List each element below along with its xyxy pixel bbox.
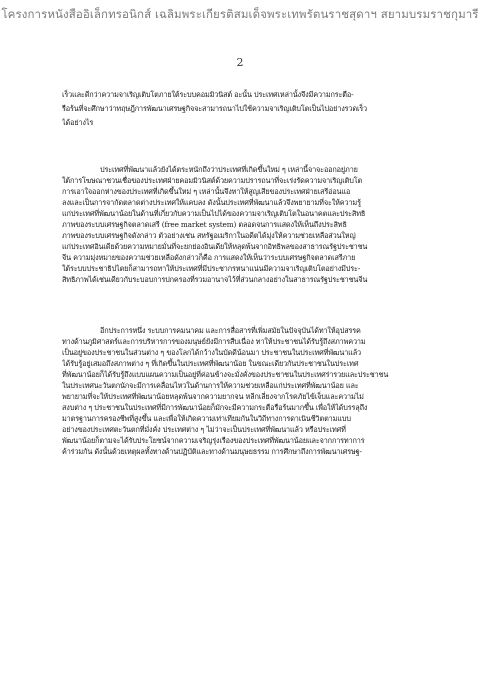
text-line: ประเทศที่พัฒนาแล้วยังได้ตระหนักถึงว่าประเทศที่เกิดขึ้นใหม่ ๆ เหล่านี้จาจะออกอยู่ภาย	[100, 165, 358, 174]
text-line: ใต้การโฆษณาชวนเชื่อของประเทศฝ่ายคอมมิวนิสต์ด้วยความปรารถนาที่จะเร่งรัดความจาเริญเติบโต	[62, 176, 363, 185]
text-line: แก่ประเทศที่พัฒนาน้อยในด้านที่เกี่ยวกับความเป็นไปได้ของความจาเริญเติบโตในอนาคตและประสิทธิ	[62, 209, 366, 218]
document-body	[62, 88, 422, 457]
text-line: เป็นอยู่ของประชาชนในส่วนต่าง ๆ ของโลกได้กว้างในบัดดีน้อนมา ประชาชนในประเทศที่พัฒนาแล้ว	[62, 348, 361, 357]
book-project-header: โครงการหนังสืออิเล็กทรอนิกส์ เฉลิมพระเกียรติสมเด็จพระเทพรัตนราชสุดาฯ สยามบรมราชกุมารี	[1, 7, 479, 21]
text-line: จีน ความมุ่งหมายของความช่วยเหลือดังกล่าวก็คือ การแสดงให้เห็นว่าระบบเศรษฐกิจตลาดเสรีภาย	[62, 253, 356, 262]
paragraph-1	[62, 88, 422, 130]
text-line: รือร้นที่จะศึกษาว่าทฤษฎีการพัฒนาเศรษฐกิจจะสามารถนาไปใช้ความจาเริญเติบโตเป็นไปอย่างรวดเร็ว	[62, 104, 368, 113]
text-line: สงบต่าง ๆ ประชาชนในประเทศที่มีการพัฒนาน้อยก็มักจะมีความกระตือรือร้นมากขึ้น เพื่อให้ได้บรรลุถึง	[62, 403, 368, 412]
paragraph-2	[62, 164, 422, 285]
text-line: ในประเทศนะวันตกนักจะมีการเคลื่อนไหวในด้านการให้ความช่วยเหลือแก่ประเทศที่พัฒนาน้อย และ	[62, 381, 359, 390]
text-line: แก่ประเทศอินเดียด้วยความหมายมั่นที่จะยกย่องอินเดียให้หลุดพ้นจากอิทธิพลของสาธารณรัฐประชาชน	[62, 242, 368, 251]
text-line: พยายามที่จะให้ประเทศที่พัฒนาน้อยหลุดพ้นจากความยากจน หลีกเลี่ยงจากโรคภัยไข้เจ็บและความไม่	[62, 392, 364, 401]
text-line: ได้รับรู้อยู่เสมอถึงสภาพต่าง ๆ ที่เกิดขึ้นในประเทศที่พัฒนาน้อย ในขณะเดียวกันประชาชนในประเทศ	[62, 359, 359, 368]
text-line: ได้อย่างไร	[62, 118, 94, 127]
text-line: ใต้ระบบประชาธิปไตยก็สามารถทาให้ประเทศที่มีประชากรหนาแน่นมีความจาเริญเติบโตอย่างมีประ-	[62, 264, 361, 273]
text-line: มาตรฐานการครองชีพที่สูงขึ้น และเพื่อให้เกิดความเท่าเทียมกันในวิถีทางการดาเนินชีวิตตามแบบ	[62, 414, 351, 423]
text-line: ค้าร่วมกัน ดังนั้นด้วยเหตุผลทั้งทางด้านปฏิบัติและทางด้านมนุษยธรรม การศึกษาถึงการพัฒนาเศรษฐ-	[62, 447, 362, 456]
text-line: ลงและเป็นการจากัดตลาดต่างประเทศให้แคบลง ดังนั้นประเทศที่พัฒนาแล้วจึงพยายามที่จะให้ความรู้	[62, 198, 361, 207]
text-line: อย่างของประเทศตะวันตกที่มั่งคั่ง ประเทศต่าง ๆ ไม่ว่าจะเป็นประเทศที่พัฒนาแล้ว หรือประเทศที่	[62, 425, 346, 434]
text-line: การเอาใจออกห่างของประเทศที่เกิดขึ้นใหม่ ๆ เหล่านั้นจึงทาให้สูญเสียของประเทศฝ่ายเสรีอ่อนแอ	[62, 187, 351, 196]
text-line: เร็วและดีกว่าความจาเริญเติบโตภายใต้ระบบคอมมิวนิสต์ อะนั้น ประเทศเหล่านั้งจึงมีความกระตือ-	[62, 90, 354, 99]
text-line: ภาพของระบบเศรษฐกิจตลาดเสรี (free market system) ตลอดจนการแสดงให้เห็นถึงประสิทธิ	[62, 220, 347, 229]
text-line: สิทธิภาพได้เช่นเดียวกับระบอบการปกครองที่รวมอานาจไว้ที่ส่วนกลางอย่างในสาธารณรัฐประชาชนจีน	[62, 275, 368, 284]
text-line: ที่พัฒนาน้อยก็ได้รับรู้ถึงแบบแผนความเป็นอยู่ที่ค่อนข้างจะมั่งคั่งของประชาชนในประเทศร่ารวยและประชาชน	[62, 370, 389, 379]
page-number: 2	[236, 56, 244, 69]
text-line: พัฒนาน้อยก็ตามจะได้รับประโยชน์จากความเจริญรุ่งเรืองของประเทศที่พัฒนาน้อยและจากการทาการ	[62, 436, 365, 445]
text-line: อีกประการหนึ่ง ระบบการคมนาคม และการสื่อสารที่เพิ่มสมัยในปัจจุบันได้ทาให้อุปสรรค	[100, 326, 361, 335]
text-line: ทางด้านภูมิศาสตร์และการบริหารการของมนุษย์ยังมีการสืบเนื่อง ทาให้ประชาชนได้รับรู้ถึงสภาพความ	[62, 337, 366, 346]
paragraph-3	[62, 325, 422, 457]
text-line: ภาพของระบบเศรษฐกิจดังกล่าว ตัวอย่างเช่น สหรัฐอเมริกาในอดีตได้มุ่งให้ความช่วยเหลือส่วนใหญ่	[62, 231, 356, 240]
